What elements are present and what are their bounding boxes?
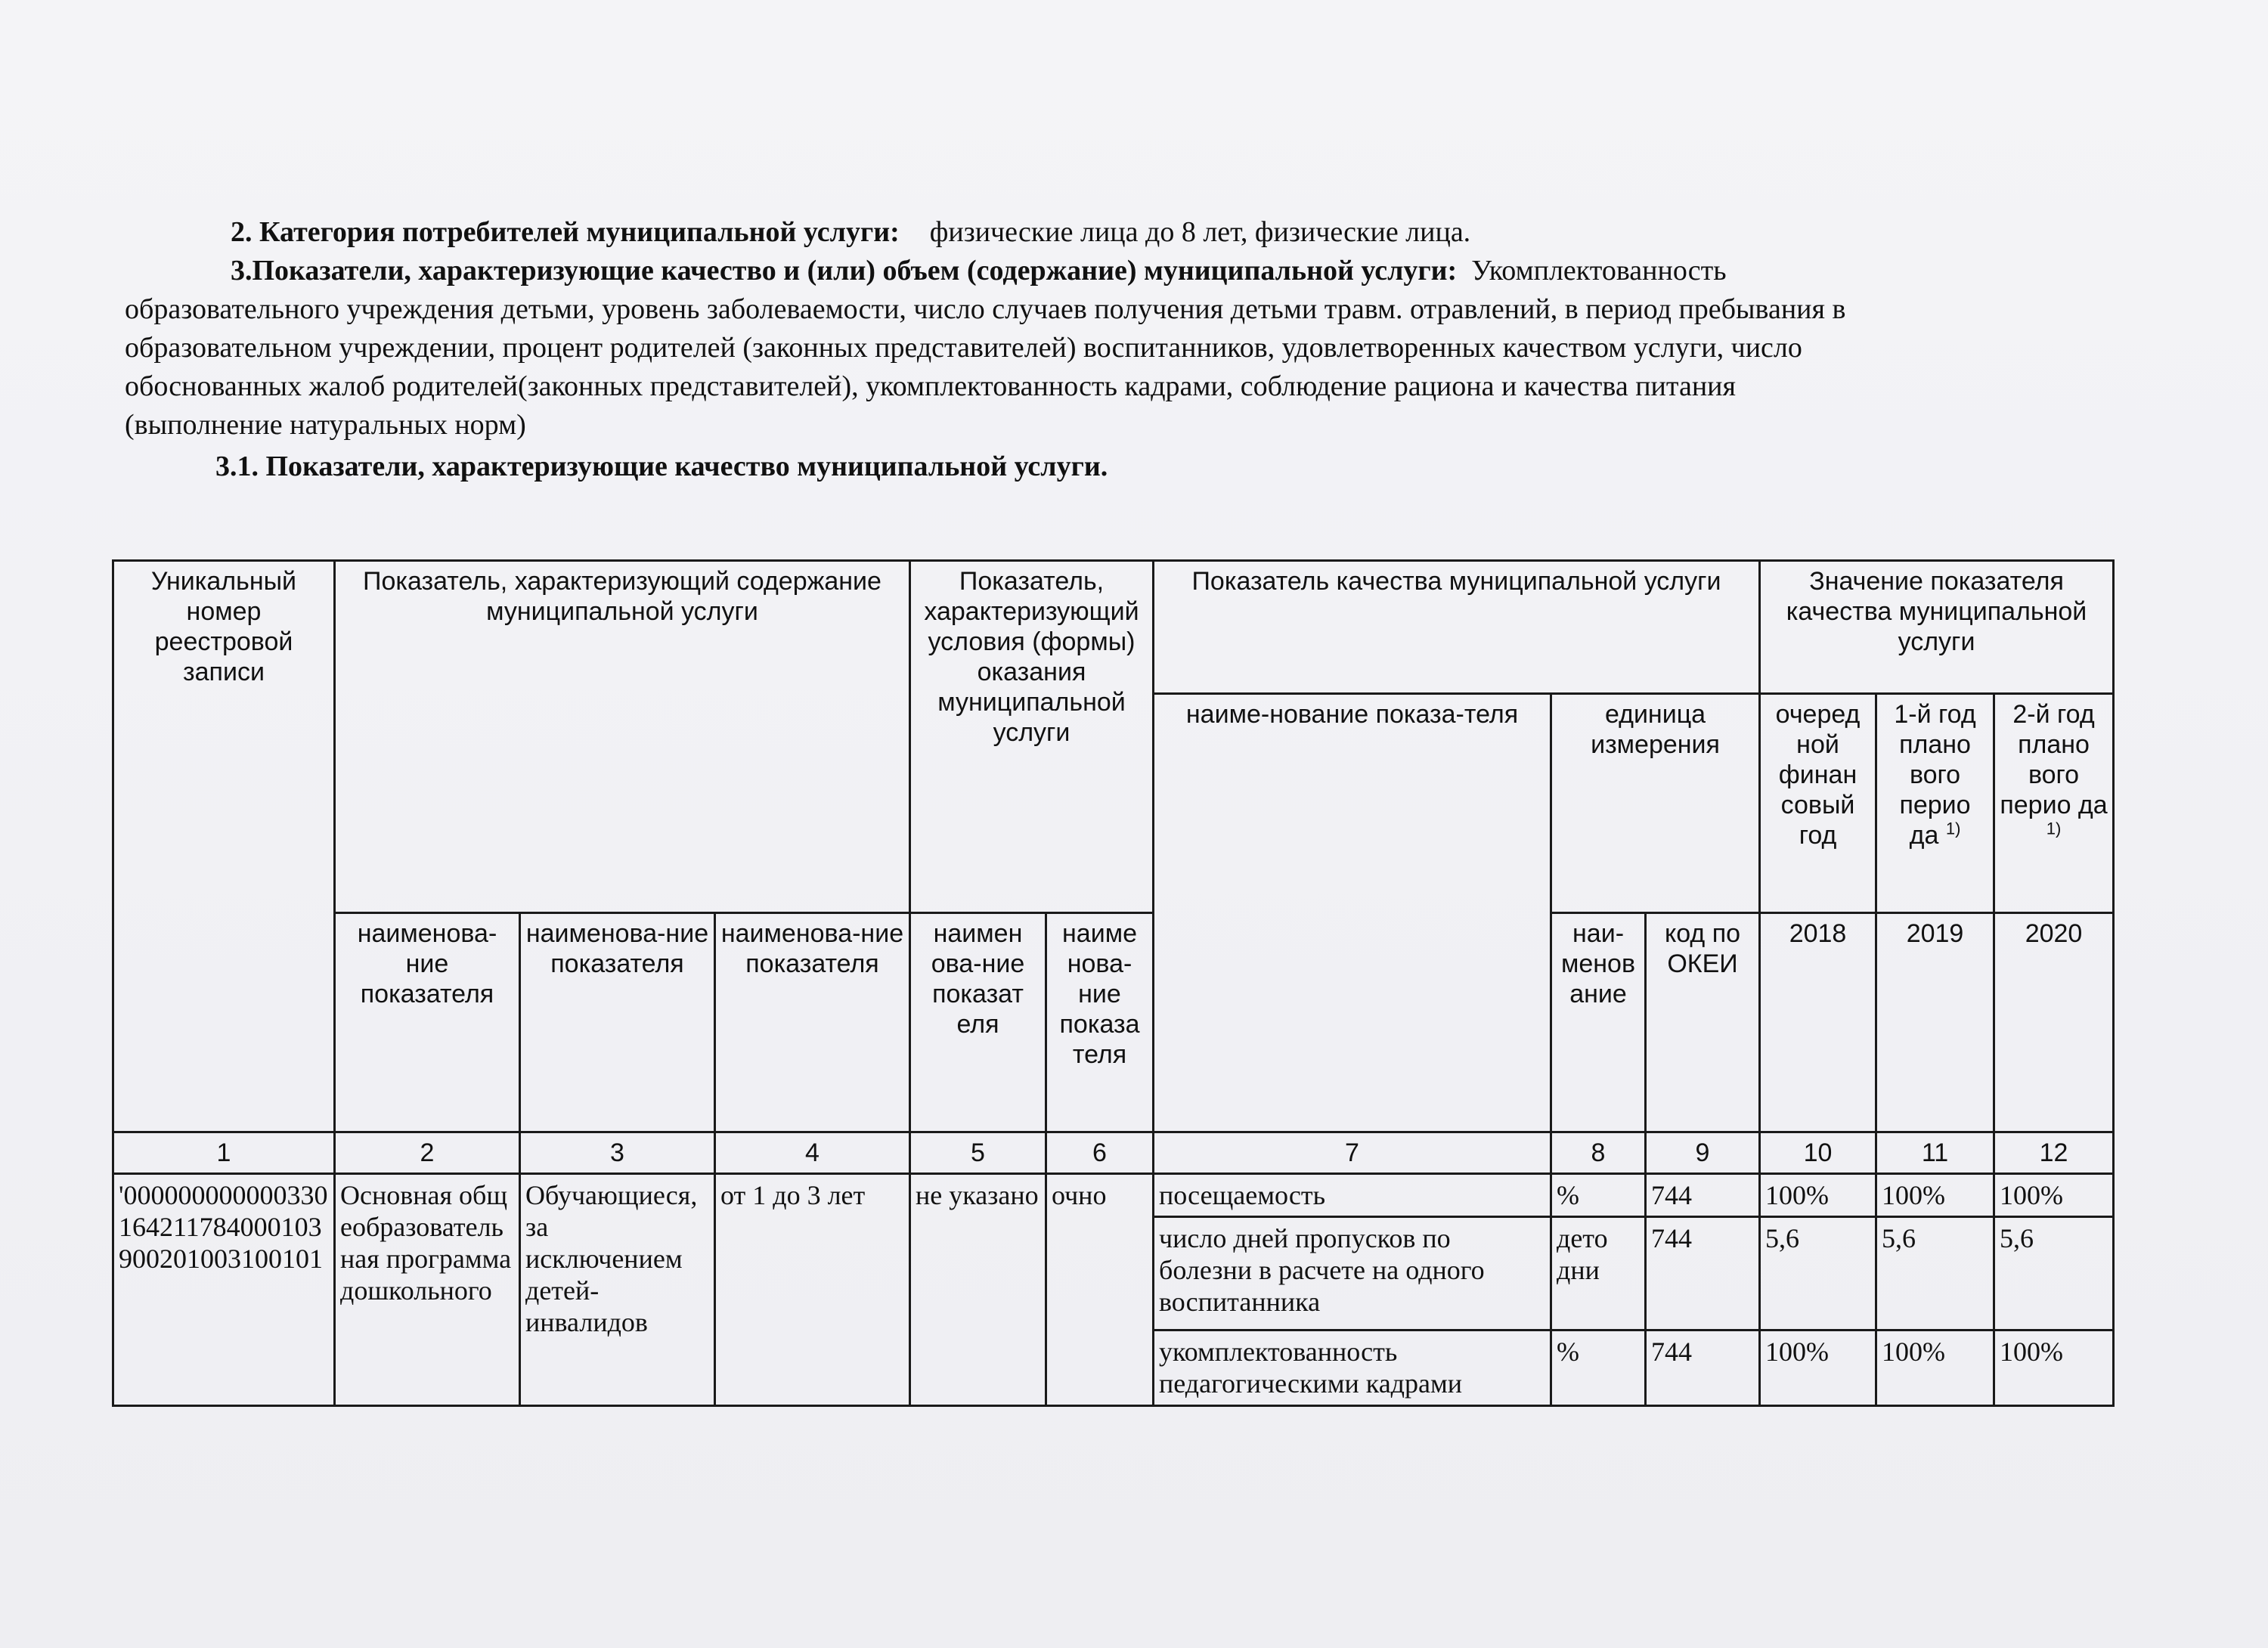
year-plan-1: 2019 bbox=[1876, 913, 1994, 1132]
value-2019: 5,6 bbox=[1876, 1217, 1994, 1330]
category-value: физические лица до 8 лет, физические лица. bbox=[929, 216, 1471, 248]
column-number: 3 bbox=[520, 1132, 715, 1174]
subheader-name-3: наименова-ние показателя bbox=[715, 913, 910, 1132]
column-number: 6 bbox=[1046, 1132, 1154, 1174]
student-category: Обучающиеся, за исключением детей-инвалидов bbox=[520, 1174, 715, 1406]
year-plan-2: 2020 bbox=[1994, 913, 2114, 1132]
subheader-okei: код по ОКЕИ bbox=[1646, 913, 1760, 1132]
header-plan-year-1 bbox=[1876, 694, 1994, 913]
program-name: Основная общеобразовательная программа дошкольного bbox=[335, 1174, 520, 1406]
header-conditions-indicator: Показатель, характеризующий условия (формы) оказания муниципальной услуги bbox=[910, 561, 1154, 913]
category-line bbox=[125, 213, 2090, 252]
indicator-unit: % bbox=[1551, 1330, 1646, 1406]
indicator-unit: % bbox=[1551, 1174, 1646, 1217]
indicators-text-3: образовательном учреждении, процент родителей (законных представителей) воспитанников, удовлетворенных качеством услуги, число bbox=[125, 332, 1802, 364]
column-number: 1 bbox=[113, 1132, 335, 1174]
section-title: 3.1. Показатели, характеризующие качество муниципальной услуги. bbox=[215, 451, 1108, 482]
header-current-year: очеред ной финан совый год bbox=[1760, 694, 1876, 913]
header-row-3 bbox=[113, 913, 2114, 1132]
footnote-mark: 1) bbox=[1945, 819, 1961, 838]
header-indicator-value: Значение показателя качества муниципальной услуги bbox=[1760, 561, 2114, 694]
category-label: 2. Категория потребителей муниципальной услуги: bbox=[231, 216, 900, 248]
column-number: 7 bbox=[1154, 1132, 1551, 1174]
indicator-okei: 744 bbox=[1646, 1174, 1760, 1217]
indicators-text-4: обоснованных жалоб родителей(законных представителей), укомплектованность кадрами, соблюдение рациона и качества питания bbox=[125, 370, 1736, 402]
subheader-name-4: наимен ова-ние показат еля bbox=[910, 913, 1046, 1132]
header-unique-number: Уникальный номер реестровой записи bbox=[113, 561, 335, 1132]
plan-year-1-label: 1-й год плано вого перио да bbox=[1894, 700, 1976, 850]
column-number: 9 bbox=[1646, 1132, 1760, 1174]
column-number: 4 bbox=[715, 1132, 910, 1174]
column-number: 8 bbox=[1551, 1132, 1646, 1174]
value-2020: 100% bbox=[1994, 1330, 2114, 1406]
education-form: очно bbox=[1046, 1174, 1154, 1406]
indicators-line bbox=[125, 252, 2090, 290]
header-quality-indicator: Показатель качества муниципальной услуги bbox=[1154, 561, 1760, 694]
header-unit: единица измерения bbox=[1551, 694, 1760, 913]
value-2018: 100% bbox=[1760, 1174, 1876, 1217]
indicators-label: 3.Показатели, характеризующие качество и (или) объем (содержание) муниципальной услуги: bbox=[231, 255, 1458, 287]
value-2018: 5,6 bbox=[1760, 1217, 1876, 1330]
subheader-name-1: наименова-ние показателя bbox=[335, 913, 520, 1132]
registry-number: '000000000000330164211784000103900201003100101 bbox=[113, 1174, 335, 1406]
column-number: 11 bbox=[1876, 1132, 1994, 1174]
column-number: 2 bbox=[335, 1132, 520, 1174]
year-current: 2018 bbox=[1760, 913, 1876, 1132]
subheader-unit-name: наи-менов ание bbox=[1551, 913, 1646, 1132]
column-number-row bbox=[113, 1132, 2114, 1174]
indicators-text-5: (выполнение натуральных норм) bbox=[125, 409, 526, 441]
value-2019: 100% bbox=[1876, 1174, 1994, 1217]
column-number: 5 bbox=[910, 1132, 1046, 1174]
header-text bbox=[125, 213, 2090, 486]
indicators-text-2: образовательного учреждения детьми, уровень заболеваемости, число случаев получения детьми травм. отравлений, в период пребывания в bbox=[125, 293, 1846, 325]
column-number: 12 bbox=[1994, 1132, 2114, 1174]
column-number: 10 bbox=[1760, 1132, 1876, 1174]
indicator-unit: дето дни bbox=[1551, 1217, 1646, 1330]
indicator-name: укомплектованность педагогическими кадрами bbox=[1154, 1330, 1551, 1406]
value-2018: 100% bbox=[1760, 1330, 1876, 1406]
footnote-mark: 1) bbox=[2046, 819, 2062, 838]
header-content-indicator: Показатель, характеризующий содержание муниципальной услуги bbox=[335, 561, 910, 913]
subheader-name-2: наименова-ние показателя bbox=[520, 913, 715, 1132]
header-row-1 bbox=[113, 561, 2114, 694]
indicator-name: число дней пропусков по болезни в расчете на одного воспитанника bbox=[1154, 1217, 1551, 1330]
age-group: от 1 до 3 лет bbox=[715, 1174, 910, 1406]
subheader-name-5: наиме нова-ние показа теля bbox=[1046, 913, 1154, 1132]
header-plan-year-2 bbox=[1994, 694, 2114, 913]
indicator-okei: 744 bbox=[1646, 1330, 1760, 1406]
header-indicator-name: наиме-нование показа-теля bbox=[1154, 694, 1551, 1132]
plan-year-2-label: 2-й год плано вого перио да bbox=[2000, 700, 2108, 819]
value-2020: 100% bbox=[1994, 1174, 2114, 1217]
value-2020: 5,6 bbox=[1994, 1217, 2114, 1330]
condition-not-specified: не указано bbox=[910, 1174, 1046, 1406]
quality-indicators-table bbox=[112, 559, 2115, 1407]
indicators-text-1: Укомплектованность bbox=[1471, 255, 1727, 287]
indicator-okei: 744 bbox=[1646, 1217, 1760, 1330]
value-2019: 100% bbox=[1876, 1330, 1994, 1406]
indicator-name: посещаемость bbox=[1154, 1174, 1551, 1217]
table-row bbox=[113, 1174, 2114, 1217]
